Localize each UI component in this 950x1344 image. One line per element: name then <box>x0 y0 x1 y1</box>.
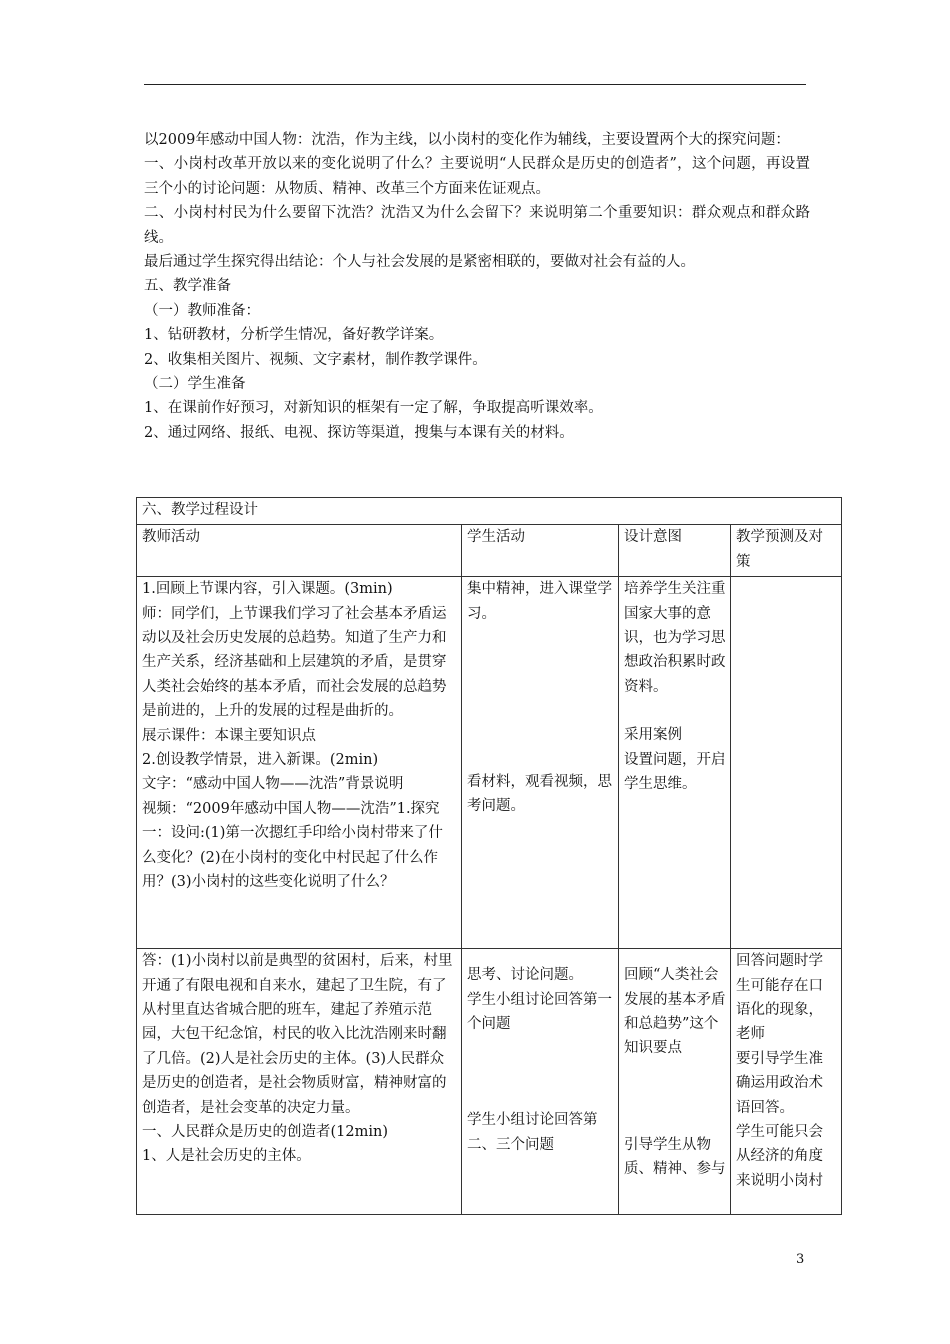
table-row <box>137 949 842 1215</box>
design-intent-cell <box>619 949 731 1215</box>
cell-line: 引导学生从物质、精神、参与 <box>624 1136 726 1178</box>
design-intent-cell <box>619 577 731 949</box>
cell-line: 1、人是社会历史的主体。 <box>142 1148 311 1165</box>
prediction-strategy-cell <box>731 949 842 1215</box>
teaching-process-table <box>136 497 842 1215</box>
cell-line: 培养学生关注重国家大事的意识，也为学习思想政治积累时政资料。 <box>624 581 726 695</box>
intro-paragraph: 以2009年感动中国人物：沈浩，作为主线，以小岗村的变化作为辅线，主要设置两个大的探究问题： <box>144 132 790 148</box>
cell-line: 集中精神，进入课堂学习。 <box>467 581 612 622</box>
cell-line: 答：(1)小岗村以前是典型的贫困村，后来，村里开通了有限电视和自来水，建起了卫生院，有了从村里直达省城合肥的班车，建起了养殖示范园，大包干纪念馆，村民的收入比沈浩刚来时翻了几倍。(2)人是社会历史的主体。(3)人民群众是历史的创造者，是社会物质财富，精神财富的创造者，是社会变革的决定力量。 <box>142 953 453 1116</box>
table-row <box>137 577 842 949</box>
cell-line: 设置问题，开启学生思维。 <box>624 751 726 793</box>
header-prediction-strategy: 教学预测及对策 <box>731 525 842 577</box>
cell-line: 一、人民群众是历史的创造者(12min) <box>142 1124 388 1141</box>
intro-paragraph: 一、小岗村改革开放以来的变化说明了什么？主要说明“人民群众是历史的创造者”，这个问题，再设置三个小的讨论问题：从物质、精神、改革三个方面来佐证观点。 <box>144 156 810 197</box>
section-heading: 五、教学准备 <box>144 278 231 295</box>
intro-paragraph: 二、小岗村村民为什么要留下沈浩？沈浩又为什么会留下？来说明第二个重要知识：群众观点和群众路线。 <box>144 205 810 246</box>
header-rule <box>144 84 806 85</box>
header-teacher-activity: 教师活动 <box>137 525 462 577</box>
cell-line: 1.回顾上节课内容，引入课题。(3min) <box>142 581 393 598</box>
intro-paragraph: 最后通过学生探究得出结论：个人与社会发展的是紧密相联的，要做对社会有益的人。 <box>144 254 695 271</box>
subsection-heading: （一）教师准备： <box>144 302 260 319</box>
cell-line: 看材料，观看视频，思考问题。 <box>467 774 612 815</box>
cell-line: 采用案例 <box>624 727 682 744</box>
cell-line: 文字：“感动中国人物——沈浩”背景说明 <box>142 776 404 793</box>
cell-line: 思考、讨论问题。 <box>467 967 583 984</box>
header-design-intent: 设计意图 <box>619 525 731 577</box>
intro-paragraph: 1、钻研教材，分析学生情况，备好教学详案。 <box>144 327 444 344</box>
intro-paragraph: 2、通过网络、报纸、电视、探访等渠道，搜集与本课有关的材料。 <box>144 424 574 441</box>
teacher-activity-cell <box>137 949 462 1215</box>
teacher-activity-cell <box>137 577 462 949</box>
table-title: 六、教学过程设计 <box>137 498 842 525</box>
cell-line: 要引导学生准确运用政治术语回答。 <box>736 1050 823 1116</box>
cell-line: 学生小组讨论回答第一个问题 <box>467 991 612 1033</box>
cell-line: 2.创设教学情景，进入新课。(2min) <box>142 752 379 769</box>
cell-line: 学生小组讨论回答第二、三个问题 <box>467 1112 598 1153</box>
intro-paragraph: 2、收集相关图片、视频、文字素材，制作教学课件。 <box>144 351 487 368</box>
student-activity-cell <box>462 949 619 1215</box>
cell-line: 师：同学们，上节课我们学习了社会基本矛盾运动以及社会历史发展的总趋势。知道了生产力和生产关系，经济基础和上层建筑的矛盾，是贯穿人类社会始终的基本矛盾，而社会发展的总趋势是前进的，上升的发展的过程是曲折的。 <box>142 605 447 720</box>
intro-paragraph: 1、在课前作好预习，对新知识的框架有一定了解，争取提高听课效率。 <box>144 400 603 417</box>
header-student-activity: 学生活动 <box>462 525 619 577</box>
subsection-heading: （二）学生准备 <box>144 376 246 393</box>
student-activity-cell <box>462 577 619 949</box>
prediction-strategy-cell <box>731 577 842 949</box>
intro-text <box>144 128 810 445</box>
page-number: 3 <box>796 1252 805 1267</box>
cell-line: 展示课件：本课主要知识点 <box>142 727 316 744</box>
cell-line: 视频：“2009年感动中国人物——沈浩”1.探究一：设问:(1)第一次摁红手印给小岗村带来了什么变化？(2)在小岗村的变化中村民起了什么作用？(3)小岗村的这些变化说明了什么？ <box>142 800 443 891</box>
cell-line: 学生可能只会从经济的角度来说明小岗村 <box>736 1124 823 1189</box>
cell-line: 回顾“人类社会发展的基本矛盾和总趋势”这个知识要点 <box>624 967 726 1057</box>
cell-line: 回答问题时学生可能存在口语化的现象，老师 <box>736 953 823 1043</box>
